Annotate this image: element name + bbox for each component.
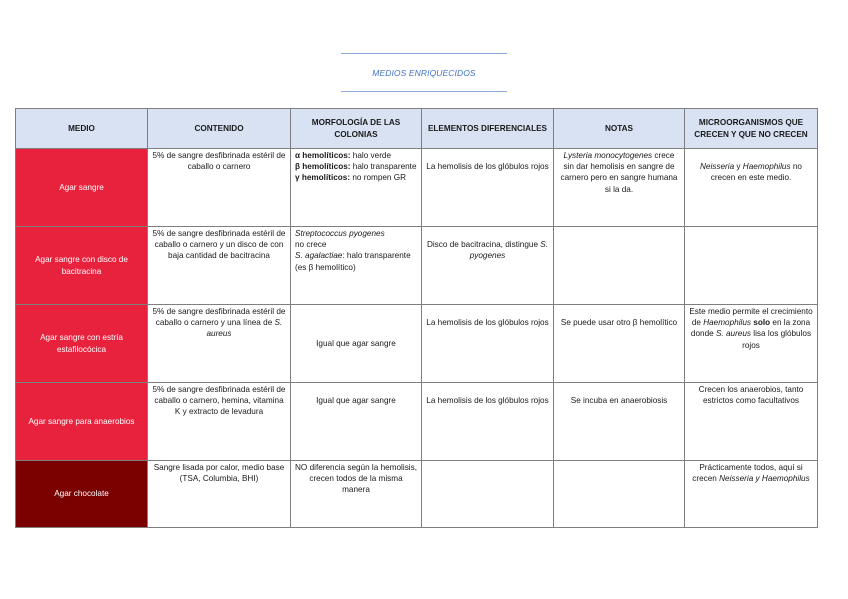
- cell-morfologia: Igual que agar sangre: [291, 383, 422, 461]
- micro-text: no crecen en este medio.: [710, 162, 802, 183]
- micro-genus-1: Neisseria: [700, 162, 735, 171]
- micro-genus: Haemophilus: [703, 318, 751, 328]
- micro-t1: Este medio permite el crecimiento de: [689, 307, 813, 328]
- species-1: Streptococcus pyogenes: [295, 229, 385, 238]
- cell-notas: Se incuba en anaerobiosis: [554, 383, 685, 461]
- micro-species: S. aureus: [715, 329, 751, 339]
- species-2: S. agalactiae: [295, 251, 343, 261]
- cell-morfologia: Igual que agar sangre: [291, 305, 422, 383]
- cell-elementos: [422, 461, 554, 528]
- beta-text: halo transparente: [350, 162, 417, 172]
- media-table: [15, 108, 818, 528]
- cell-medio: Agar sangre para anaerobios: [16, 383, 148, 461]
- page-title: MEDIOS ENRIQUECIDOS: [372, 67, 476, 78]
- cell-micro: [685, 305, 818, 383]
- alpha-text: halo verde: [350, 151, 392, 160]
- table-row: [16, 305, 818, 383]
- beta-label: β hemolíticos:: [295, 162, 351, 172]
- cell-micro: Crecen los anaerobios, tanto estrictos como facultativos: [685, 383, 818, 461]
- cell-medio: Agar chocolate: [16, 461, 148, 528]
- header-elementos: ELEMENTOS DIFERENCIALES: [422, 109, 554, 149]
- cell-morfologia: NO diferencia según la hemolisis, crecen todos de la misma manera: [291, 461, 422, 528]
- table-row: [16, 149, 818, 227]
- cell-elementos: [422, 227, 554, 305]
- contenido-species: S. aureus: [206, 318, 283, 339]
- cell-medio: Agar sangre con disco de bacitracina: [16, 227, 148, 305]
- cell-morfologia: [291, 227, 422, 305]
- cell-medio: Agar sangre con estría estafilocócica: [16, 305, 148, 383]
- notas-species: Lysteria monocytogenes: [563, 151, 653, 160]
- gamma-text: no rompen GR: [350, 173, 407, 183]
- micro-text: Prácticamente todos, aquí si crecen: [692, 463, 803, 484]
- cell-contenido: Sangre lisada por calor, medio base (TSA, Columbia, BHI): [148, 461, 291, 528]
- notas-text: crece sin dar hemolisis en sangre de carnero pero en sangre humana si la da.: [560, 151, 678, 194]
- header-morfologia: MORFOLOGÍA DE LAS COLONIAS: [291, 109, 422, 149]
- contenido-text: 5% de sangre desfibrinada estéril de caballo o carnero y una línea de: [152, 307, 286, 328]
- title-box: [341, 53, 507, 92]
- table-row: [16, 461, 818, 528]
- micro-genus: Neisseria y Haemophilus: [719, 474, 810, 484]
- species-2-text: : halo transparente (es β hemolítico): [295, 251, 411, 272]
- cell-elementos: La hemolisis de los glóbulos rojos: [422, 305, 554, 383]
- cell-contenido: 5% de sangre desfibrinada estéril de caballo o carnero: [148, 149, 291, 227]
- cell-notas: Se puede usar otro β hemolítico: [554, 305, 685, 383]
- cell-elementos: La hemolisis de los glóbulos rojos: [422, 383, 554, 461]
- micro-mid: y: [734, 162, 743, 171]
- cell-notas: [554, 461, 685, 528]
- header-notas: NOTAS: [554, 109, 685, 149]
- elementos-text: Disco de bacitracina, distingue: [426, 240, 541, 249]
- cell-notas: [554, 227, 685, 305]
- cell-micro: [685, 227, 818, 305]
- elementos-species: S. pyogenes: [469, 240, 549, 261]
- micro-t3: lisa los glóbulos rojos: [742, 329, 812, 350]
- micro-genus-2: Haemophilus: [742, 162, 791, 171]
- micro-t2: en la zona donde: [690, 318, 811, 339]
- cell-micro: [685, 149, 818, 227]
- header-medio: MEDIO: [16, 109, 148, 149]
- cell-notas: [554, 149, 685, 227]
- table-header-row: [16, 109, 818, 149]
- table-row: [16, 383, 818, 461]
- micro-bold: solo: [751, 318, 771, 328]
- cell-contenido: [148, 305, 291, 383]
- cell-contenido: 5% de sangre desfibrinada estéril de caballo o carnero y un disco de con baja cantidad de bacitracina: [148, 227, 291, 305]
- gamma-label: γ hemolíticos:: [295, 173, 351, 183]
- cell-medio: Agar sangre: [16, 149, 148, 227]
- alpha-label: α hemolíticos:: [295, 151, 351, 160]
- cell-morfologia: [291, 149, 422, 227]
- header-micro: MICROORGANISMOS QUE CRECEN Y QUE NO CRECEN: [685, 109, 818, 149]
- cell-elementos: La hemolisis de los glóbulos rojos: [422, 149, 554, 227]
- species-1-text: no crece: [295, 240, 327, 250]
- header-contenido: CONTENIDO: [148, 109, 291, 149]
- cell-micro: [685, 461, 818, 528]
- table-row: [16, 227, 818, 305]
- cell-contenido: 5% de sangre desfibrinada estéril de caballo o carnero, hemina, vitamina K y extracto de levadura: [148, 383, 291, 461]
